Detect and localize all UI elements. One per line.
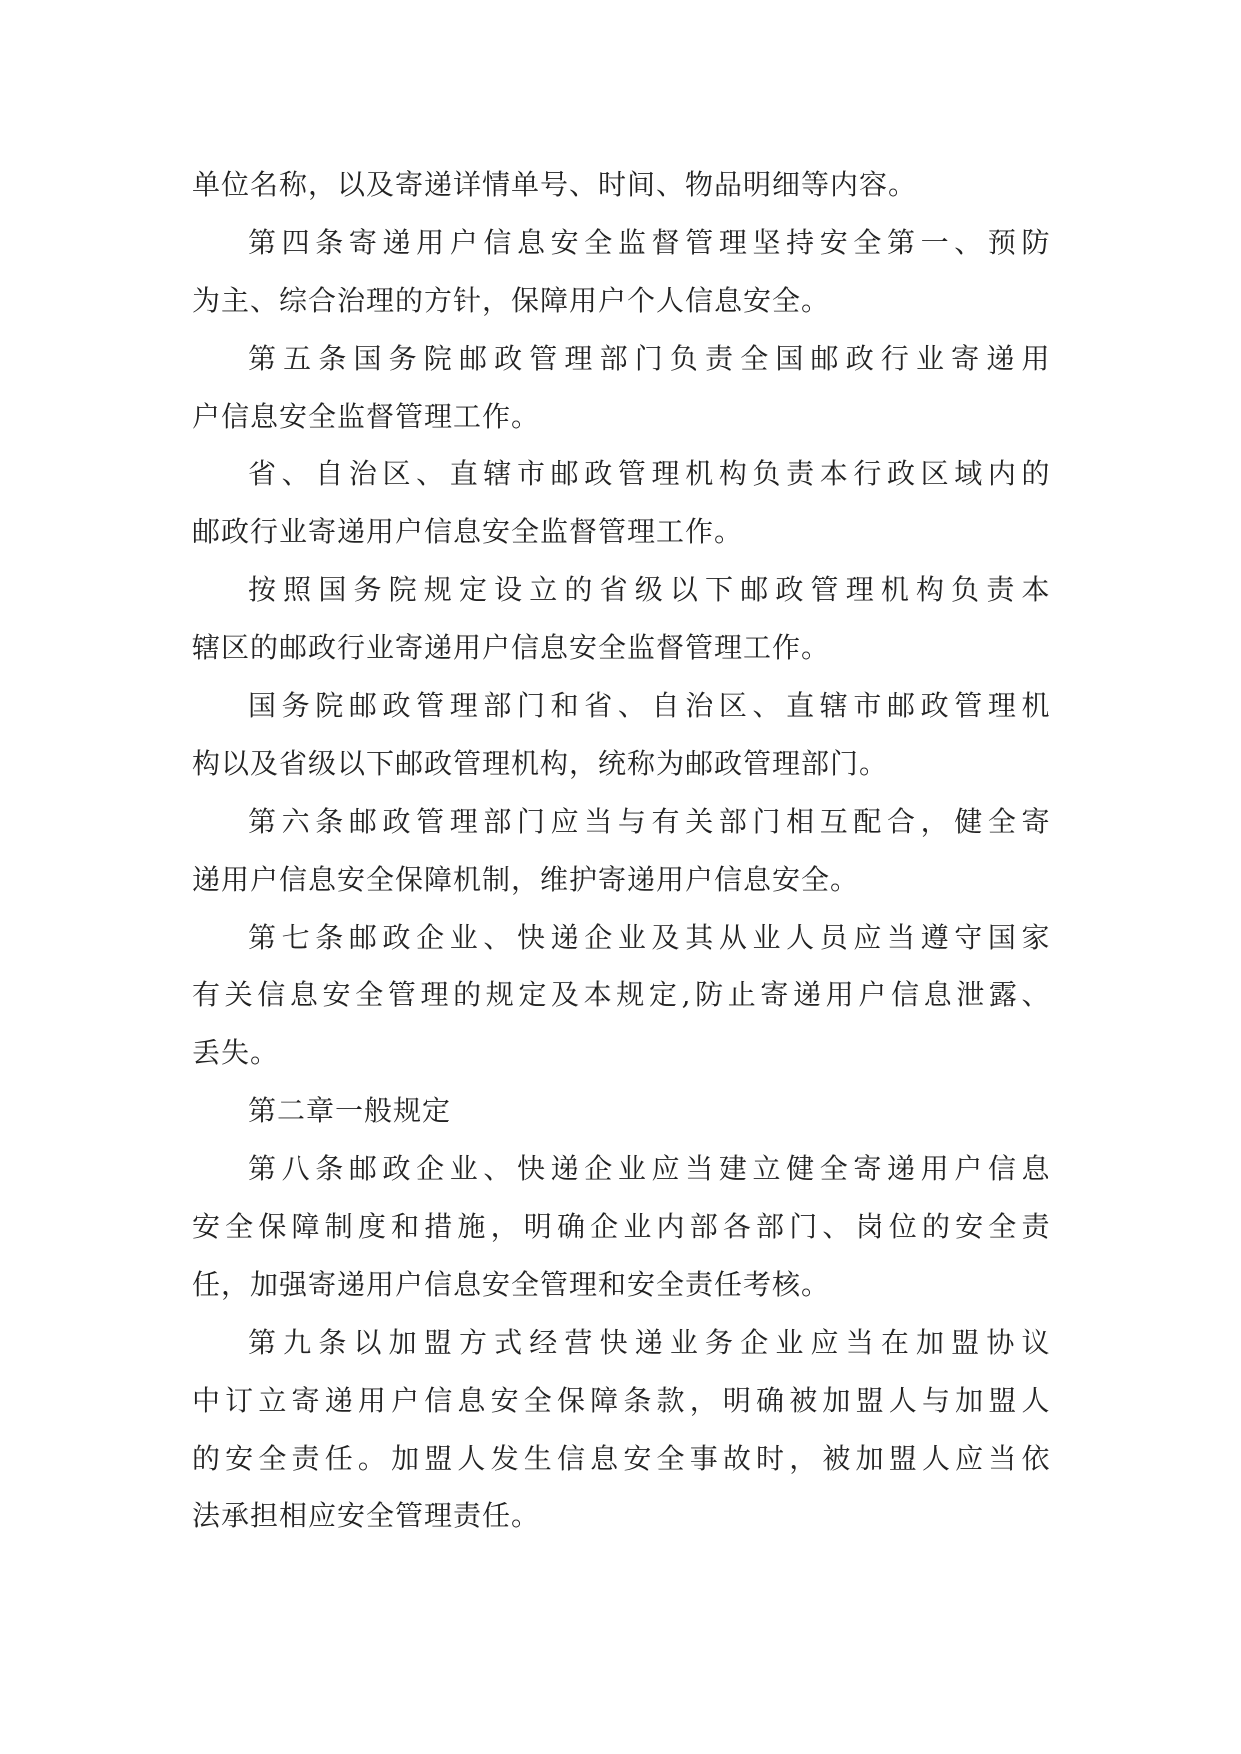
paragraph-line: 第九条以加盟方式经营快递业务企业应当在加盟协议: [248, 1325, 1050, 1359]
paragraph-line: 任，加强寄递用户信息安全管理和安全责任考核。: [192, 1267, 831, 1301]
article-4-paragraph: [192, 214, 1050, 330]
paragraph-line: 构以及省级以下邮政管理机构，统称为邮政管理部门。: [192, 746, 889, 780]
paragraph-line: 省、自治区、直辖市邮政管理机构负责本行政区域内的: [248, 457, 1050, 491]
article-5-paragraph: [192, 330, 1050, 446]
paragraph-line: 丢失。: [192, 1036, 280, 1070]
paragraph-line: 递用户信息安全保障机制，维护寄递用户信息安全。: [192, 862, 860, 896]
paragraph-line: 户信息安全监督管理工作。: [192, 399, 541, 433]
article-9-paragraph: [192, 1314, 1050, 1546]
paragraph-line: 单位名称，以及寄递详情单号、时间、物品明细等内容。: [192, 168, 918, 201]
paragraph-continuation: [192, 156, 1050, 214]
paragraph-line: 法承担相应安全管理责任。: [192, 1499, 541, 1533]
article-8-paragraph: [192, 1140, 1050, 1314]
sub-provincial-agencies-paragraph: [192, 561, 1050, 677]
paragraph-line: 的安全责任。加盟人发生信息安全事故时，被加盟人应当依: [192, 1441, 1050, 1475]
postal-authorities-definition-paragraph: [192, 677, 1050, 793]
chapter-heading-text: 第二章一般规定: [248, 1094, 452, 1128]
paragraph-line: 第五条国务院邮政管理部门负责全国邮政行业寄递用: [248, 341, 1050, 375]
article-7-paragraph: [192, 909, 1050, 1083]
article-6-paragraph: [192, 793, 1050, 909]
paragraph-line: 安全保障制度和措施，明确企业内部各部门、岗位的安全责: [192, 1210, 1050, 1244]
paragraph-line: 为主、综合治理的方针，保障用户个人信息安全。: [192, 283, 831, 317]
paragraph-line: 辖区的邮政行业寄递用户信息安全监督管理工作。: [192, 631, 831, 665]
provincial-agencies-paragraph: [192, 445, 1050, 561]
paragraph-line: 有关信息安全管理的规定及本规定,防止寄递用户信息泄露、: [192, 978, 1050, 1012]
paragraph-line: 第八条邮政企业、快递企业应当建立健全寄递用户信息: [248, 1152, 1050, 1186]
paragraph-line: 第四条寄递用户信息安全监督管理坚持安全第一、预防: [248, 225, 1050, 259]
paragraph-line: 邮政行业寄递用户信息安全监督管理工作。: [192, 515, 744, 549]
paragraph-line: 按照国务院规定设立的省级以下邮政管理机构负责本: [248, 573, 1050, 607]
chapter-heading: [192, 1082, 1050, 1140]
paragraph-line: 中订立寄递用户信息安全保障条款，明确被加盟人与加盟人: [192, 1383, 1050, 1417]
paragraph-line: 国务院邮政管理部门和省、自治区、直辖市邮政管理机: [248, 689, 1050, 723]
paragraph-line: 第七条邮政企业、快递企业及其从业人员应当遵守国家: [248, 920, 1050, 954]
document-body: [192, 156, 1050, 1545]
paragraph-line: 第六条邮政管理部门应当与有关部门相互配合，健全寄: [248, 804, 1050, 838]
